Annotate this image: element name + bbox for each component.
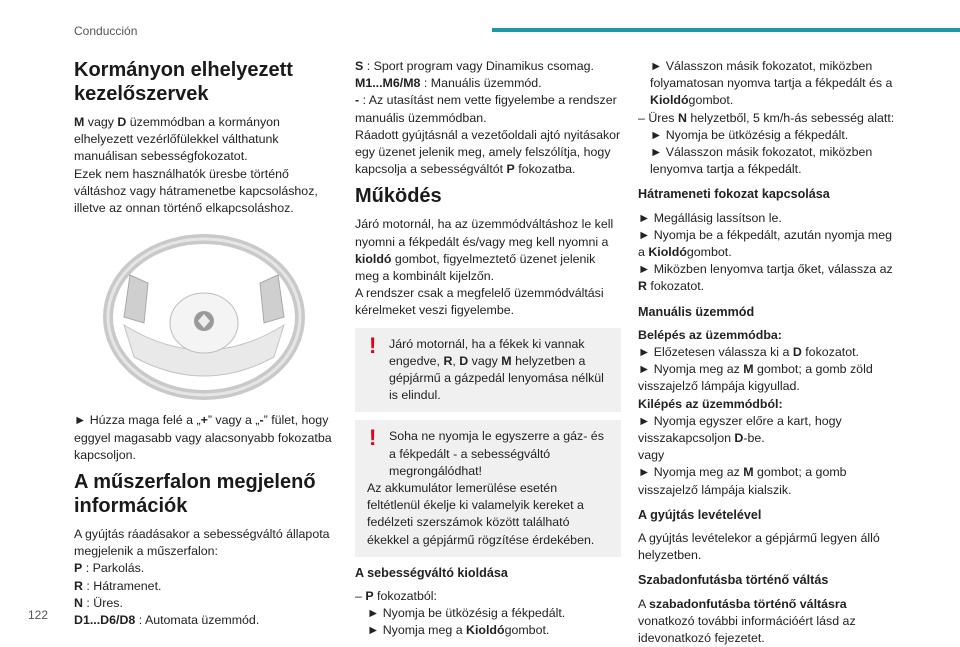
para-shift-paddles: M vagy D üzemmódban a kormányon elhelyezett vezérlőfülekkel válthatunk manuálisan sebességfokozatot.: [74, 115, 280, 164]
para-system-accepts: A rendszer csak a megfelelő üzemmódváltási kérelmeket veszi figyelembe.: [355, 286, 604, 318]
heading-instrument-info: A műszerfalon megjelenő információk: [74, 471, 316, 518]
para-not-usable: Ezek nem használhatók üresbe történő váltáshoz vagy hátramenetbe kapcsoláshoz, illetve az onnan történő elkapcsoláshoz.: [74, 166, 318, 216]
steering-wheel-illustration: [74, 225, 334, 401]
step-select-gear: ► Válasszon másik fokozatot, miközben folyamatosan nyomva tartja a fékpedált és a Kioldógombot.: [650, 59, 893, 108]
heading-manual-mode: Manuális üzemmód: [638, 304, 755, 319]
column-1: [74, 58, 334, 629]
mode-p: P : Parkolás.: [74, 561, 145, 576]
para-from-p: – P fokozatból:: [355, 589, 437, 604]
warning-exclamation-icon: !: [369, 425, 377, 451]
warning-box-2: [355, 420, 621, 556]
mode-dash: - : Az utasítást nem vette figyelembe a rendszer manuális üzemmódban.: [355, 93, 617, 125]
warning-2-text-b: Az akkumulátor lemerülése esetén feltétlenül ékelje ki valamelyik kereket a fedélzeti szerszámok között található ékekkel a gépjármű rögzítése érdekében.: [367, 481, 595, 547]
step-brake-release: ► Nyomja be a fékpedált, azután nyomja meg a Kioldógombot.: [638, 227, 893, 260]
para-freewheel: A szabadonfutásba történő váltásra vonatkozó további információért lásd az idevonatkozó fejezetet.: [638, 596, 856, 646]
heading-operation: Működés: [355, 185, 442, 208]
step-press-m: ► Nyomja meg az M gombot; a gomb zöld visszajelző lámpája kigyullad.: [638, 362, 873, 394]
step-brake-n: ► Nyomja be ütközésig a fékpedált.: [650, 127, 849, 142]
section-header: Conducción: [74, 24, 138, 38]
heading-ignition-off: A gyújtás levételével: [638, 507, 762, 522]
label-enter-mode: Belépés az üzemmódba:: [638, 327, 782, 342]
mode-s: S : Sport program vagy Dinamikus csomag.: [355, 59, 594, 73]
label-exit-mode: Kilépés az üzemmódból:: [638, 396, 783, 411]
step-push-lever: ► Nyomja egyszer előre a kart, hogy visszakapcsoljon D-be.: [638, 413, 842, 446]
mode-r: R : Hátramenet.: [74, 578, 162, 593]
header-accent-bar: [492, 28, 960, 32]
mode-n: N : Üres.: [74, 595, 123, 610]
mode-m: M1...M6/M8 : Manuális üzemmód.: [355, 76, 542, 91]
step-brake: ► Nyomja be ütközésig a fékpedált.: [367, 606, 566, 621]
heading-unlock: A sebességváltó kioldása: [355, 565, 508, 580]
page-number: 122: [28, 608, 49, 622]
para-ignition-display: A gyújtás ráadásakor a sebességváltó állapota megjelenik a műszerfalon:: [74, 527, 330, 559]
step-select-r: ► Miközben lenyomva tartja őket, válassza az R fokozatot.: [638, 262, 893, 294]
heading-steering-controls: Kormányon elhelyezett kezelőszervek: [74, 59, 293, 105]
step-slow-down: ► Megállásig lassítson le.: [638, 210, 782, 225]
warning-2-text-a: Soha ne nyomja le egyszerre a gáz- és a fékpedált - a sebességváltó megrongálódhat!: [389, 429, 604, 478]
step-press-m-off: ► Nyomja meg az M gombot; a gomb visszajelző lámpája kialszik.: [638, 465, 847, 497]
mode-d: D1...D6/D8 : Automata üzemmód.: [74, 613, 260, 628]
para-from-n: – Üres N helyzetből, 5 km/h-ás sebesség alatt:: [638, 110, 895, 125]
para-door-open: Ráadott gyújtásnál a vezetőoldali ajtó nyitásakor egy üzenet jelenik meg, amely felszólítja, hogy kapcsolja a sebességváltót P fokozatba.: [355, 127, 621, 177]
column-2: [355, 58, 621, 640]
column-3: [638, 58, 900, 647]
warning-1-text: Járó motornál, ha a fékek ki vannak engedve, R, D vagy M helyzetben a gépjármű a gázpedál lenyomása nélkül is elindul.: [389, 336, 604, 403]
step-select-gear-n: ► Válasszon másik fokozatot, miközben lenyomva tartja a fékpedált.: [650, 145, 873, 177]
steering-wheel-icon: [108, 239, 300, 395]
step-select-d: ► Előzetesen válassza ki a D fokozatot.: [638, 345, 859, 360]
para-pull-paddle: ► Húzza maga felé a „+” vagy a „-” fület, hogy eggyel magasabb vagy alacsonyabb fokozatba kapcsoljon.: [74, 413, 332, 462]
para-ignition-off: A gyújtás levételekor a gépjármű legyen álló helyzetben.: [638, 531, 880, 563]
heading-reverse: Hátrameneti fokozat kapcsolása: [638, 187, 830, 202]
warning-exclamation-icon: !: [369, 332, 377, 358]
step-release-button: ► Nyomja meg a Kioldógombot.: [367, 623, 550, 638]
para-running-engine: Járó motornál, ha az üzemmódváltáshoz le kell nyomni a fékpedált és/vagy meg kell nyomni a kioldó gombot, figyelmeztető üzenet jelenik meg a kombinált kijelzőn.: [355, 217, 614, 284]
heading-freewheel: Szabadonfutásba történő váltás: [638, 573, 829, 588]
warning-box-1: [355, 328, 621, 413]
text-or: vagy: [638, 448, 665, 463]
